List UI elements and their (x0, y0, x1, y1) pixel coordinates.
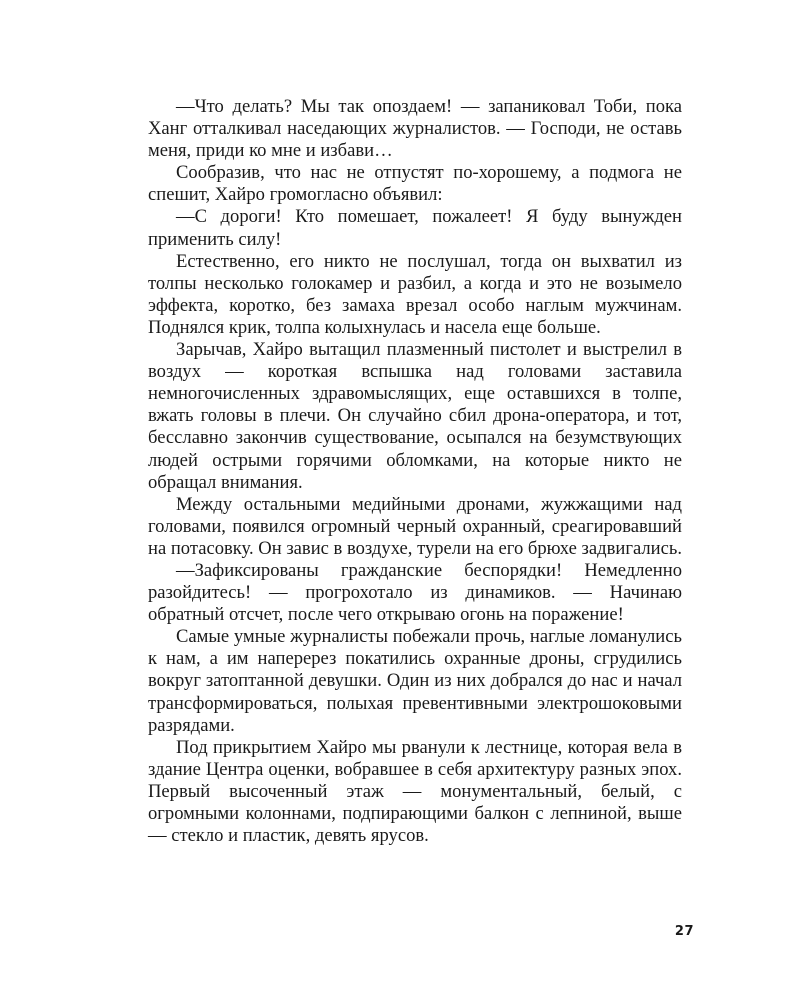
page-number: 27 (674, 924, 694, 939)
paragraph-4: Естественно, его никто не послушал, тогда он выхватил из толпы несколько голокамер и разбил, а когда и это не возымело эффекта, коротко, без замаха врезал особо наглым мужчинам. Поднялся крик, толпа колыхнулась и насела еще больше. (148, 250, 682, 338)
paragraph-2: Сообразив, что нас не отпустят по-хорошему, а подмога не спешит, Хайро громогласно объявил: (148, 162, 682, 206)
paragraph-6: Между остальными медийными дронами, жужжащими над головами, появился огромный черный охранный, среагировавший на потасовку. Он завис в воздухе, турели на его брюхе задвигались. (148, 493, 682, 559)
body-text (148, 96, 682, 847)
paragraph-3: —С дороги! Кто помешает, пожалеет! Я буду вынужден применить силу! (148, 206, 682, 250)
paragraph-7: —Зафиксированы гражданские беспорядки! Немедленно разойдитесь! — прогрохотало из динамиков. — Начинаю обратный отсчет, после чего открываю огонь на поражение! (148, 559, 682, 626)
paragraph-5: Зарычав, Хайро вытащил плазменный пистолет и выстрелил в воздух — короткая вспышка над головами заставила немногочисленных здравомыслящих, еще оставшихся в толпе, вжать головы в плечи. Он случайно сбил дрона-оператора, и тот, бесславно закончив существование, осыпался на безумствующих людей острыми горячими обломками, на которые никто не обращал внимания. (148, 339, 682, 493)
paragraph-9: Под прикрытием Хайро мы рванули к лестнице, которая вела в здание Центра оценки, вобравшее в себя архитектуру разных эпох. Первый высоченный этаж — монументальный, белый, с огромными колоннами, подпирающими балкон с лепниной, выше — стекло и пластик, девять ярусов. (148, 736, 682, 847)
paragraph-8: Самые умные журналисты побежали прочь, наглые ломанулись к нам, а им наперерез покатились охранные дроны, сгрудились вокруг затоптанной девушки. Один из них добрался до нас и начал трансформироваться, полыхая превентивными электрошоковыми разрядами. (148, 626, 682, 736)
paragraph-1: —Что делать? Мы так опоздаем! — запаниковал Тоби, пока Ханг отталкивал наседающих журналистов. — Господи, не оставь меня, приди ко мне и избави… (148, 96, 682, 162)
